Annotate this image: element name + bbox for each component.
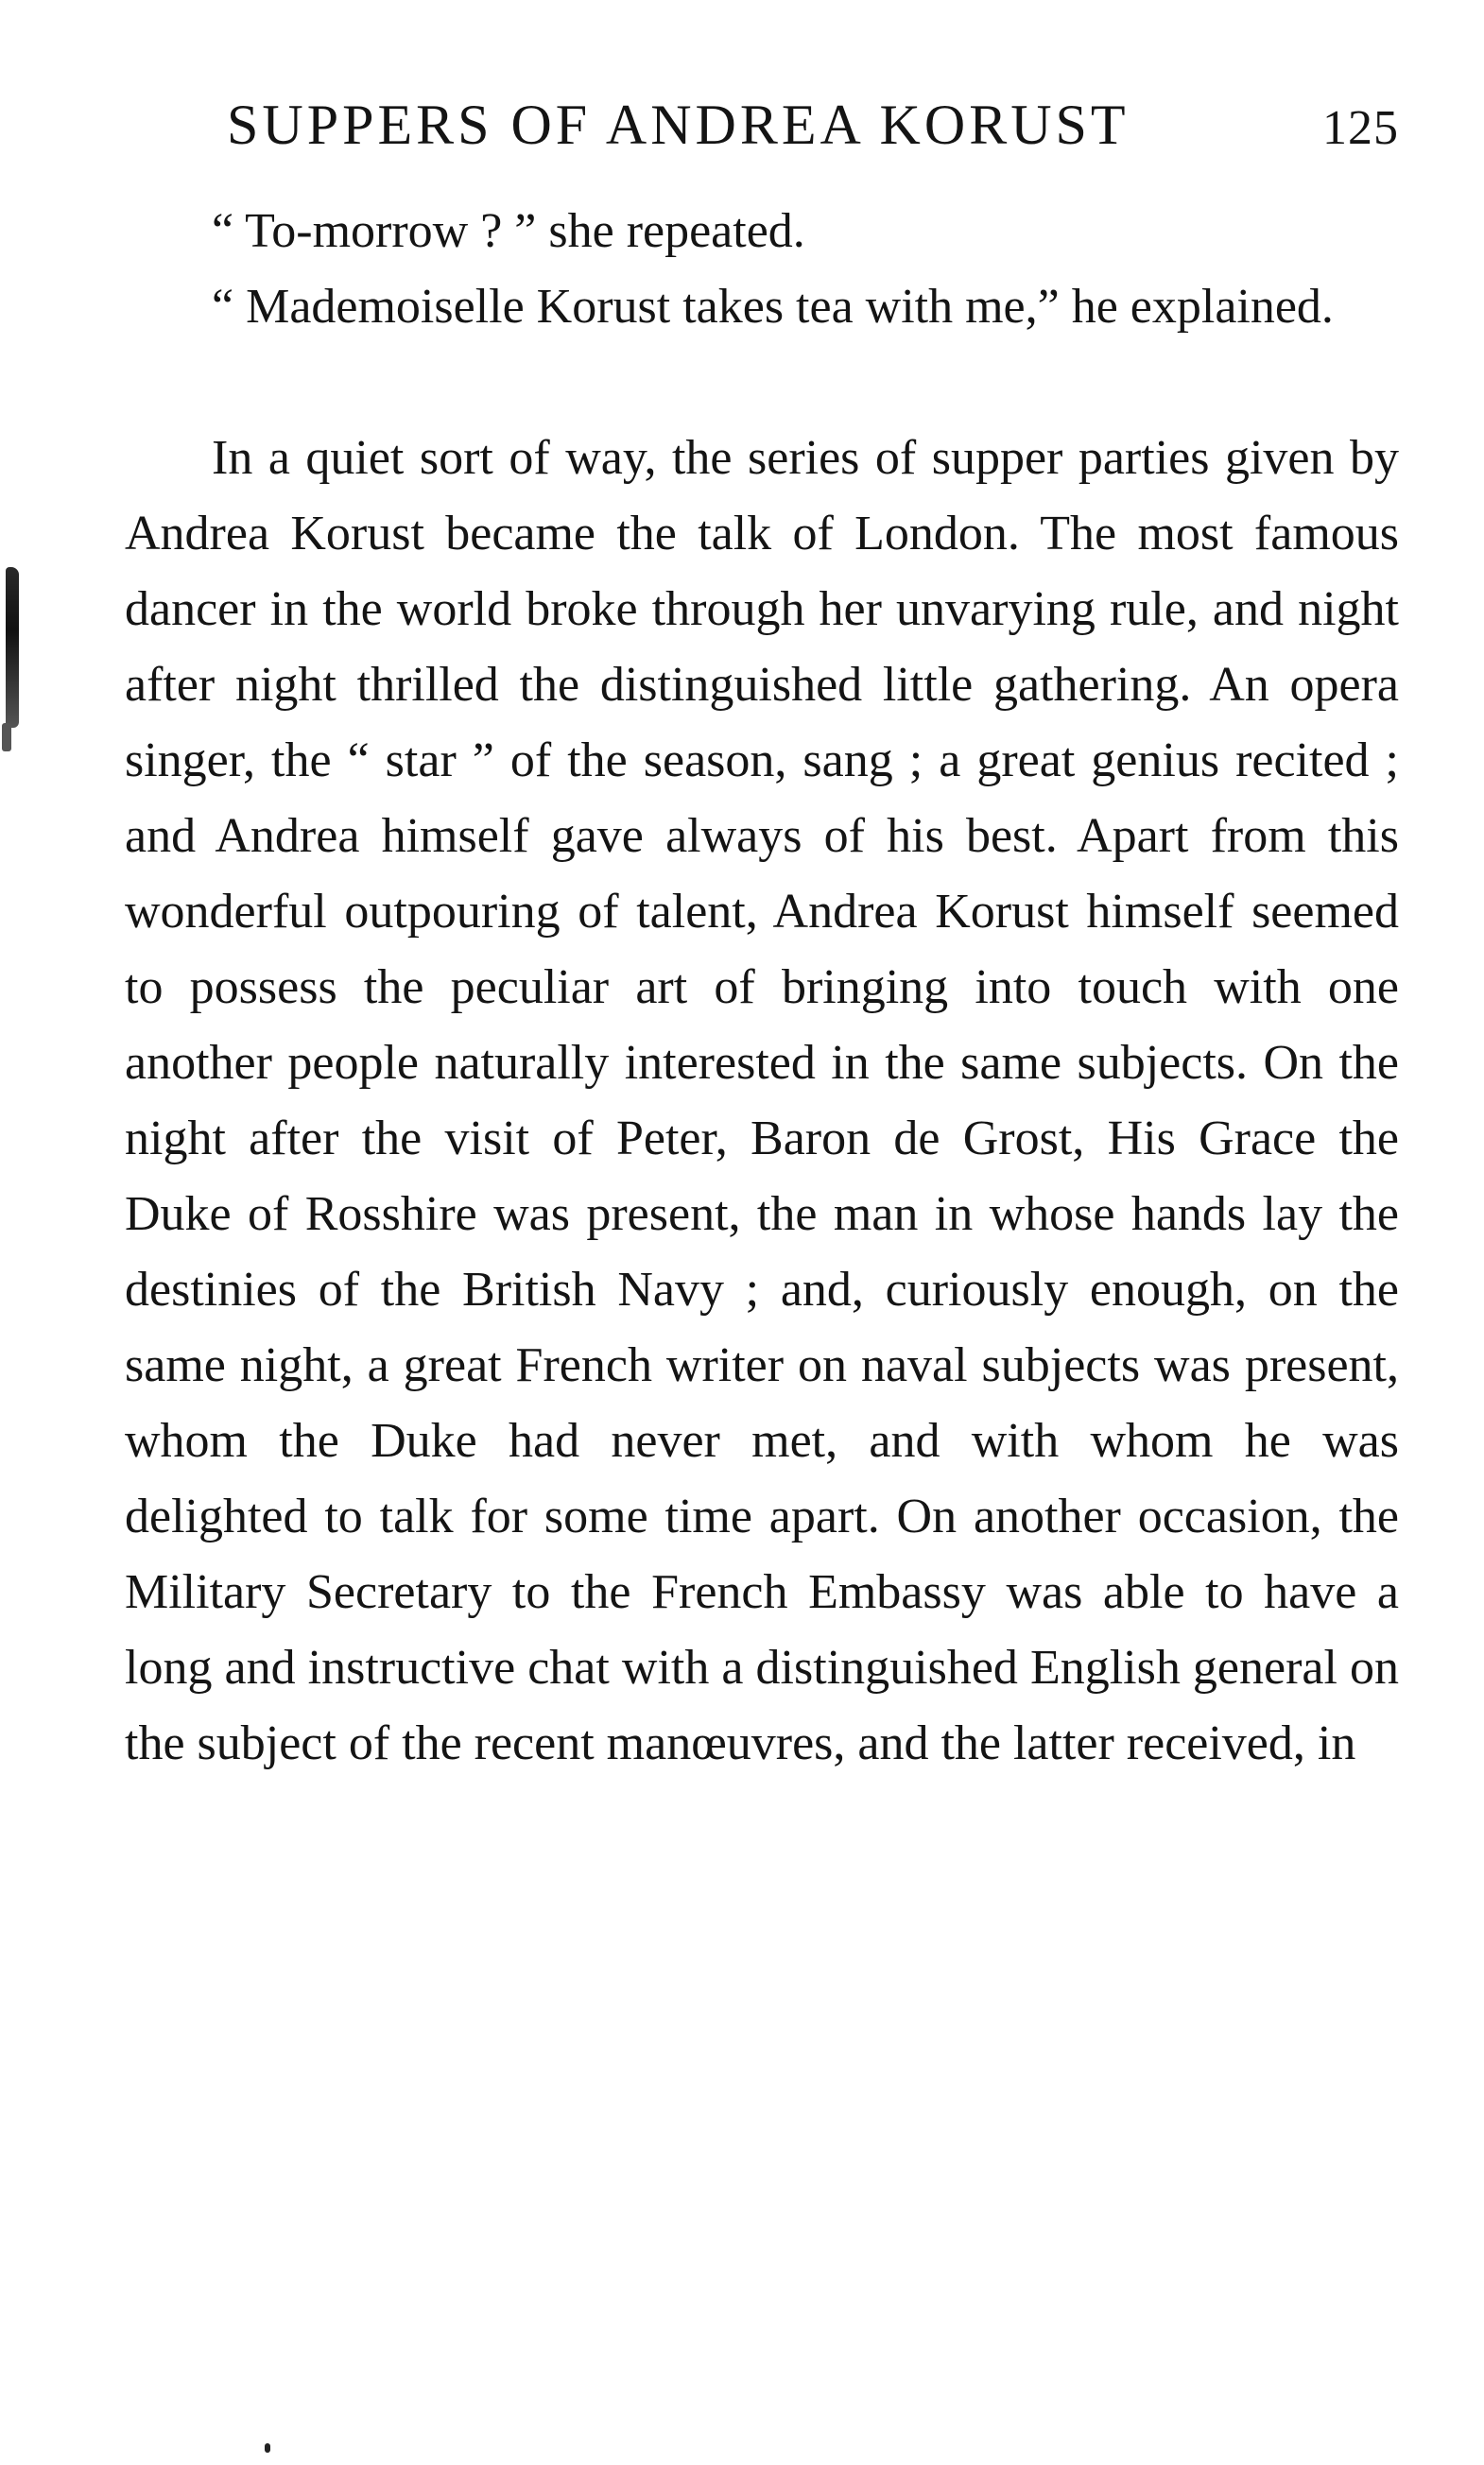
binding-edge-mark-lower xyxy=(2,723,11,751)
section-break xyxy=(125,345,1399,421)
main-paragraph: In a quiet sort of way, the series of supper parties given by Andrea Korust became the talk of London. The most famous dancer in the world broke through her unvarying rule, and night after night thrilled the distinguished little gathering. An opera singer, the “ star ” of the season, sang ; a great genius recited ; and Andrea himself gave always of his best. Apart from this wonderful outpouring of talent, Andrea Korust himself seemed to possess the peculiar art of bringing into touch with one another people naturally interested in the same subjects. On the night after the visit of Peter, Baron de Grost, His Grace the Duke of Rosshire was present, the man in whose hands lay the destinies of the British Navy ; and, curiously enough, on the same night, a great French writer on naval subjects was present, whom the Duke had never met, and with whom he was delighted to talk for some time apart. On another occasion, the Military Secretary to the French Embassy was able to have a long and instructive chat with a distinguished English general on the subject of the recent manœuvres, and the latter received, in xyxy=(125,431,1399,1770)
page-number: 125 xyxy=(1322,101,1399,155)
dialogue-line-1: “ To-morrow ? ” she repeated. xyxy=(212,204,805,258)
running-head xyxy=(227,93,1399,168)
running-title: SUPPERS OF ANDREA KORUST xyxy=(227,94,1130,156)
body-text xyxy=(125,194,1399,1782)
binding-edge-mark xyxy=(6,567,19,728)
dialogue-line-2: “ Mademoiselle Korust takes tea with me,” he explained. xyxy=(212,280,1334,334)
ink-speck xyxy=(265,2443,270,2453)
